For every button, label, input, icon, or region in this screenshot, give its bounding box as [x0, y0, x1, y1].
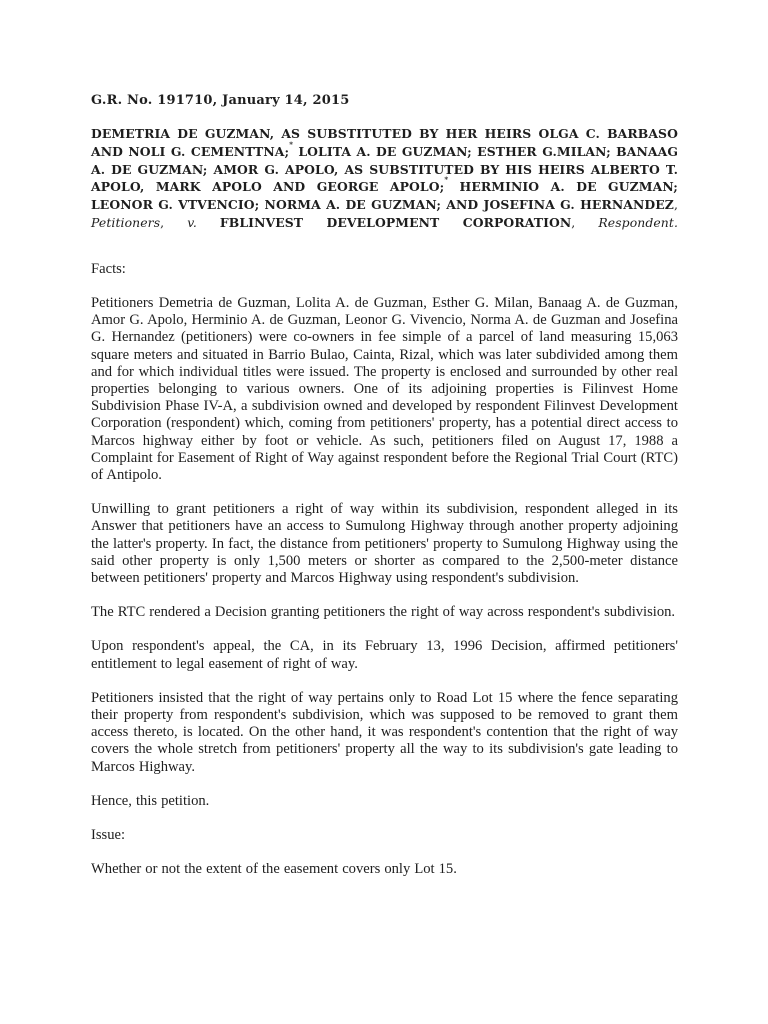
parties-part-2: LOLITA A. DE GUZMAN; ESTHER G.MILAN; BANAAG A. DE GUZMAN; AMOR G. APOLO, AS SUBSTITUTED BY HIS HEIRS ALBERTO T. APOLO, MARK APOLO AND GEORGE APOLO; — [91, 143, 678, 195]
petitioners-names — [91, 126, 678, 212]
respondent-label: Respondent. — [598, 214, 678, 230]
issue-text: Whether or not the extent of the easement covers only Lot 15. — [91, 861, 457, 878]
facts-paragraph-1: Petitioners Demetria de Guzman, Lolita A. de Guzman, Esther G. Milan, Banaag A. de Guzman, Amor G. Apolo, Herminio A. de Guzman, Leonor G. Vivencio, Norma A. de Guzman and Josefina G. Hernandez (petitioners) were co-owners in fee simple of a parcel of land measuring 15,063 square meters and situated in Barrio Bulao, Cainta, Rizal, which was later subdivided among them and for which individual titles were issued. The property is enclosed and surrounded by other real properties belonging to various owners. One of its adjoining properties is Filinvest Home Subdivision Phase IV-A, a subdivision owned and developed by respondent Filinvest Development Corporation (respondent) which, coming from petitioners' property, has a potential direct access to Marcos highway either by foot or vehicle. As such, petitioners filed on August 17, 1988 a Complaint for Easement of Right of Way against respondent before the Regional Trial Court (RTC) of Antipolo. — [91, 294, 678, 484]
facts-paragraph-6: Hence, this petition. — [91, 792, 210, 809]
footnote-mark-2: * — [444, 175, 449, 185]
parties-part-3: HERMINIO A. DE GUZMAN; LEONOR G. VTVENCIO; NORMA A. DE GUZMAN; AND JOSEFINA G. HERNANDEZ — [91, 179, 678, 213]
respondent-name: FBLINVEST DEVELOPMENT CORPORATION — [219, 214, 572, 230]
document-page — [91, 92, 678, 895]
facts-paragraph-3: The RTC rendered a Decision granting petitioners the right of way across respondent's subdivision. — [91, 604, 676, 621]
footnote-mark-1: * — [289, 139, 293, 149]
case-citation: G.R. No. 191710, January 14, 2015 — [91, 93, 350, 108]
case-caption: DEMETRIA DE GUZMAN, AS SUBSTITUTED BY HER HEIRS OLGA C. BARBASO AND NOLI G. CEMENTTNA;* LOLITA A. DE GUZMAN; ESTHER G.MILAN; BANAAG A. DE GUZMAN; AMOR G. APOLO, AS SUBSTITUTED BY HIS HEIRS ALBERTO T. APOLO, MARK APOLO AND GEORGE APOLO;* HERMINIO A. DE GUZMAN; LEONOR G. VTVENCIO; NORMA A. DE GUZMAN; AND JOSEFINA G. HERNANDEZ, Petitioners, v. FBLINVEST DEVELOPMENT CORPORATION, Respondent. — [91, 126, 678, 230]
facts-paragraph-2: Unwilling to grant petitioners a right of way within its subdivision, respondent alleged in its Answer that petitioners have an access to Sumulong Highway through another property adjoining the latter's property. In fact, the distance from petitioners' property to Sumulong Highway using the said other property is only 1,500 meters or shorter as compared to the 2,500-meter distance between petitioners' property and Marcos Highway using respondent's subdivision. — [91, 501, 678, 587]
facts-paragraph-4: Upon respondent's appeal, the CA, in its February 13, 1996 Decision, affirmed petitioners' entitlement to legal easement of right of way. — [91, 638, 678, 672]
issue-heading: Issue: — [91, 827, 126, 844]
parties-part-1: DEMETRIA DE GUZMAN, AS SUBSTITUTED BY HER HEIRS OLGA C. BARBASO AND NOLI G. CEMENTTNA; — [91, 126, 678, 159]
versus-label: v. — [187, 214, 197, 230]
petitioners-label: Petitioners — [91, 214, 161, 230]
facts-heading: Facts: — [91, 260, 126, 277]
facts-paragraph-5: Petitioners insisted that the right of way pertains only to Road Lot 15 where the fence separating their property from respondent's subdivision, which was supposed to be removed to grant them access thereto, is located. On the other hand, it was respondent's contention that the right of way covers the whole stretch from petitioners' property all the way to its subdivision's gate leading to Marcos Highway. — [91, 689, 678, 775]
